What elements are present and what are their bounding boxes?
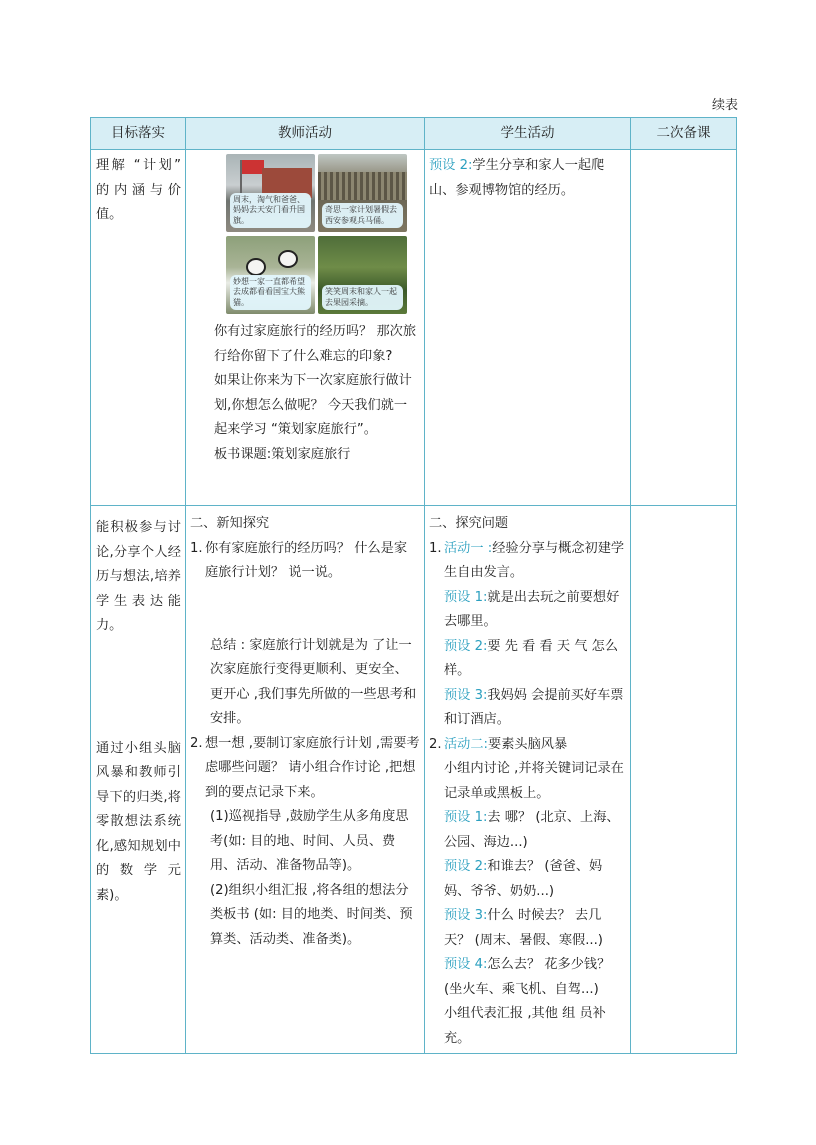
header-student: 学生活动 [425,118,631,150]
student-item: 2. 活动二:要素头脑风暴 [429,736,568,752]
goal-cell [91,150,186,506]
teacher-item: 1. 你有家庭旅行的经历吗？ 什么是家庭旅行计划？ 说一说。 [190,540,408,580]
teacher-heading: 二、新知探究 [190,516,270,531]
student-cell [425,506,631,1054]
table-row [91,506,737,1054]
photo-caption: 周末，淘气和爸爸、妈妈去天安门看升国旗。 [230,193,311,229]
photo-grid [226,154,420,314]
photo-caption: 笑笑周末和家人一起去果园采摘。 [322,285,403,310]
header-revision: 二次备课 [631,118,737,150]
tiananmen-flag-image [226,154,315,232]
revision-cell [631,150,737,506]
teacher-summary: 总结 : 家庭旅行计划就是为 了让一次家庭旅行变得更顺利、更安全、更开心 ,我们事先所做的一些思考和安排。 [210,637,417,726]
teacher-subitem: (1)巡视指导 ,鼓励学生从多角度思考(如: 目的地、时间、人员、费用、活动、准备物品等)。 [210,809,409,873]
continued-label: 续表 [711,98,738,113]
goal-text: 能积极参与讨论,分享个人经历与想法,培养学生表达能力。 [96,520,181,633]
header-goal: 目标落实 [91,118,186,150]
preset-tag: 预设 2: [429,158,473,173]
teacher-subitem: (2)组织小组汇报 ,将各组的想法分类板书 (如: 目的地类、时间类、预算类、活动类、准备类)。 [210,882,413,947]
student-preset: 预设 2:要 先 看 看 天 气 怎么样。 [444,638,619,678]
table-row [91,150,737,506]
panda-image [226,236,315,314]
teacher-item: 2. 想一想 ,要制订家庭旅行计划 ,需要考虑哪些问题？ 请小组合作讨论 ,把想到的要点记录下来。 [190,735,420,800]
teacher-cell [186,506,425,1054]
lesson-plan-table [90,117,737,1054]
student-item: 1. 活动一 :经验分享与概念初建学生自由发言。 [429,540,625,580]
student-preset: 预设 1:去 哪？ (北京、上海、公园、海边...) [444,810,620,850]
table-header-row [91,118,737,150]
revision-cell [631,506,737,1054]
photo-caption: 妙想一家一直都希望去成都看看国宝大熊猫。 [230,275,311,311]
student-preset: 预设 3:我妈妈 会提前买好车票和订酒店。 [444,687,624,727]
student-preset: 预设 3:什么 时候去？ 去几天？ (周末、暑假、寒假...) [444,908,603,948]
student-text: 小组内讨论 ,并将关键词记录在记录单或黑板上。 [444,761,624,801]
orchard-image [318,236,407,314]
student-cell [425,150,631,506]
student-preset: 预设 4:怎么去？ 花多少钱？ (坐火车、乘飞机、自驾...) [444,957,611,997]
goal-text: 理解 “计划” 的 内 涵 与 价值。 [96,158,181,222]
goal-text: 通过小组头脑风暴和教师引导下的归类,将零散想法系统化,感知规划中的 数 学 元 素)。 [96,740,181,903]
teacher-line: 你有过家庭旅行的经历吗？ 那次旅行给你留下了什么难忘的印象? [214,324,417,364]
goal-cell [91,506,186,1054]
teacher-line: 如果让你来为下一次家庭旅行做计划,你想怎么做呢？ 今天我们就一起来学习 “策划家庭旅行”。 [214,373,412,437]
header-teacher: 教师活动 [186,118,425,150]
teacher-line: 板书课题:策划家庭旅行 [214,446,351,462]
teacher-cell [186,150,425,506]
student-preset: 预设 1:就是出去玩之前要想好去哪里。 [444,589,620,629]
terracotta-army-image [318,154,407,232]
photo-caption: 奇思一家计划暑假去西安参观兵马俑。 [322,203,403,228]
student-heading: 二、探究问题 [429,516,509,531]
student-preset: 预设 2:和谁去？ (爸爸、妈妈、爷爷、奶奶...) [444,859,603,899]
student-text: 预设 2:学生分享和家人一起爬山、参观博物馆的经历。 [429,158,605,198]
student-text: 小组代表汇报 ,其他 组 员补充。 [444,1006,606,1046]
